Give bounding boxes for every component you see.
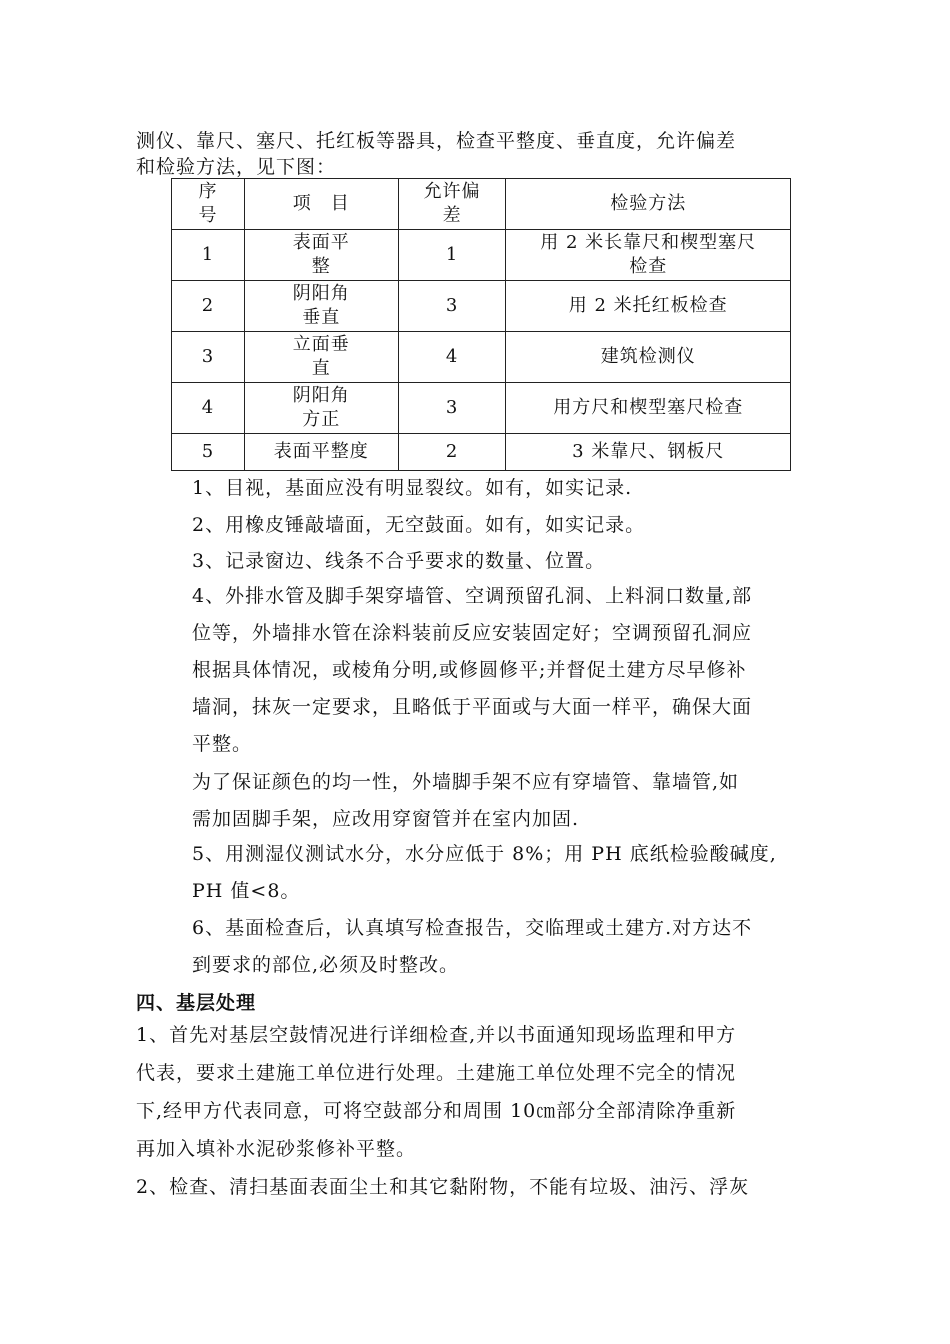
cell-method: 用 2 米长靠尺和楔型塞尺 检查 [506,230,791,281]
table-row [172,383,791,434]
check-item-3: 3、记录窗边、线条不合乎要求的数量、位置。 [192,550,606,572]
header-item: 项 目 [244,179,398,230]
cell-seq: 5 [172,434,245,471]
table-row [172,230,791,281]
intro-line-1: 测仪、靠尺、塞尺、托红板等器具，检查平整度、垂直度，允许偏差 [136,130,737,152]
cell-item: 阴阳角 垂直 [244,281,398,332]
table-row [172,434,791,471]
cell-seq: 3 [172,332,245,383]
check-item-6: 6、基面检查后，认真填写检查报告，交临理或土建方.对方达不 到要求的部位,必须及时整改。 [192,917,753,976]
section-paragraph-2: 2、检查、清扫基面表面尘土和其它黏附物，不能有垃圾、油污、浮灰 [136,1176,750,1198]
cell-method: 3 米靠尺、钢板尺 [506,434,791,471]
check-item-1: 1、目视，基面应没有明显裂纹。如有，如实记录. [192,477,633,499]
cell-method: 用方尺和楔型塞尺检查 [506,383,791,434]
check-item-5: 5、用测湿仪测试水分，水分应低于 8%；用 PH 底纸检验酸碱度, PH 值<8。 [192,843,777,902]
check-item-4: 4、外排水管及脚手架穿墙管、空调预留孔洞、上料洞口数量,部 位等，外墙排水管在涂料装前反应安装固定好；空调预留孔洞应 根据具体情况，或棱角分明,或修圆修平;并督促土建方尽早修补 墙洞，抹灰一定要求，且略低于平面或与大面一样平，确保大面 平整。 [192,585,753,755]
header-seq: 序 号 [172,179,245,230]
section-heading: 四、基层处理 [136,992,257,1014]
table-row [172,281,791,332]
tolerance-table [171,178,791,471]
check-item-4-note: 为了保证颜色的均一性，外墙脚手架不应有穿墙管、靠墙管,如 需加固脚手架，应改用穿窗管并在室内加固. [192,771,740,830]
table-row [172,332,791,383]
section-paragraph-1: 1、首先对基层空鼓情况进行详细检查,并以书面通知现场监理和甲方 代表，要求土建施工单位进行处理。土建施工单位处理不完全的情况 下,经甲方代表同意，可将空鼓部分和周围 10㎝部分全部清除净重新 再加入填补水泥砂浆修补平整。 [136,1024,737,1160]
cell-seq: 4 [172,383,245,434]
cell-seq: 2 [172,281,245,332]
cell-method: 建筑检测仪 [506,332,791,383]
cell-method: 用 2 米托红板检查 [506,281,791,332]
cell-item: 表面平整度 [244,434,398,471]
header-method: 检验方法 [506,179,791,230]
cell-tolerance: 3 [398,383,506,434]
cell-item: 表面平 整 [244,230,398,281]
cell-tolerance: 4 [398,332,506,383]
cell-tolerance: 2 [398,434,506,471]
cell-seq: 1 [172,230,245,281]
cell-tolerance: 1 [398,230,506,281]
cell-item: 立面垂 直 [244,332,398,383]
table-header-row [172,179,791,230]
check-item-2: 2、用橡皮锤敲墙面，无空鼓面。如有，如实记录。 [192,514,646,536]
header-tolerance: 允许偏 差 [398,179,506,230]
cell-item: 阴阳角 方正 [244,383,398,434]
cell-tolerance: 3 [398,281,506,332]
intro-line-2: 和检验方法，见下图： [136,156,337,178]
